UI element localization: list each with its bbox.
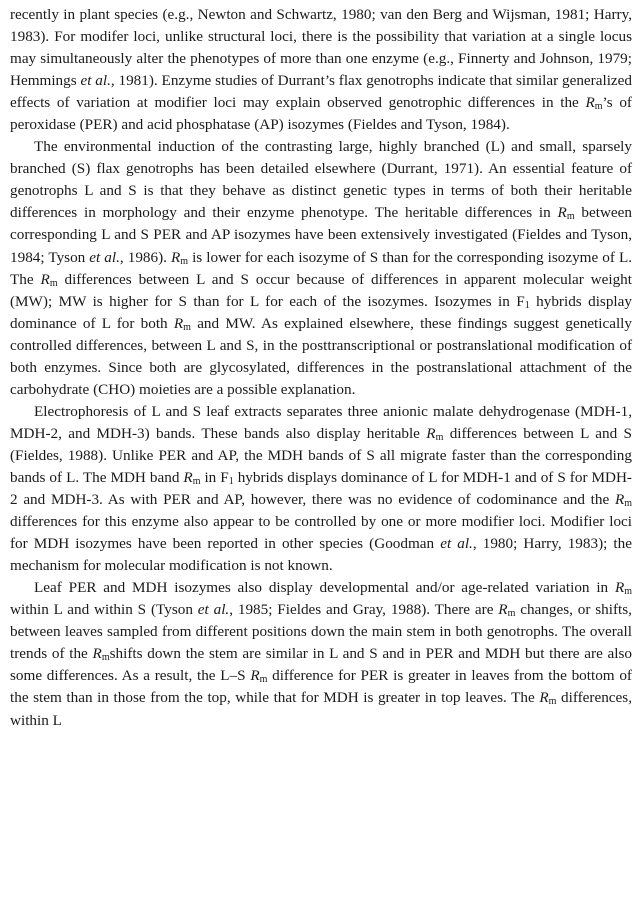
subscript-text: m	[507, 608, 516, 620]
italic-text: R	[614, 491, 625, 509]
subscript-text: m	[435, 431, 444, 443]
text-run: difference for PER is greater in leaves from the bottom of the stem than in those from the top, while that for MDH is greater in top leaves. The	[10, 667, 632, 707]
text-run: differences between L and S occur because of differences in apparent molecular weight (MW); MW is higher for S than for L for each of the isozymes. Isozymes in F	[10, 270, 632, 310]
text-run: , 1986).	[119, 248, 171, 266]
italic-text: R	[183, 468, 193, 486]
text-run: recently in plant species (e.g., Newton and Schwartz, 1980; van den Berg and Wijsman, 1981; Harry, 1983). For modifer loci, unlike structural loci, there is the possibility that variation at a single locus may simultaneously alter the phenotypes of more than one enzyme (e.g., Finnerty and Johnson, 1979; Hemmings	[10, 6, 632, 90]
subscript-text: m	[624, 498, 632, 510]
italic-text: R	[92, 645, 102, 663]
italic-text: et al.	[80, 72, 111, 90]
italic-text: R	[498, 601, 508, 619]
text-run: in F	[200, 468, 229, 486]
italic-text: R	[171, 248, 181, 266]
subscript-text: m	[192, 475, 201, 487]
text-run: between corresponding L and S PER and AP isozymes have been extensively investigated (Fieldes and Tyson, 1984; Tyson	[10, 204, 632, 266]
subscript-text: m	[548, 696, 557, 708]
paragraph	[10, 401, 632, 577]
text-run: changes, or shifts, between leaves sampled from different positions down the main stem in both genotrophs. The overall trends of the	[10, 601, 632, 663]
italic-text: R	[539, 689, 549, 707]
subscript-text: m	[49, 277, 58, 289]
text-run: and MW. As explained elsewhere, these findings suggest genetically controlled differences, between L and S, in the posttranscriptional or postranslational modification of both enzymes. Since both are glycosylated, differences in the postranslational attachment of the carbohydrate (CHO) moieties are a possible explanation.	[10, 314, 632, 398]
text-run: ’s of peroxidase (PER) and acid phosphatase (AP) isozymes (Fieldes and Tyson, 1984).	[10, 94, 632, 134]
paragraph	[10, 136, 632, 401]
text-run: shifts down the stem are similar in L and S and in PER and MDH but there are also some differences. As a result, the L–S	[10, 645, 633, 685]
text-run: hybrids displays dominance of L for MDH-1 and of S for MDH-2 and MDH-3. As with PER and AP, however, there was no evidence of codominance and the	[10, 468, 632, 509]
text-run: is lower for each isozyme of S than for the corresponding isozyme of L. The	[10, 248, 633, 288]
body-text	[10, 4, 632, 732]
italic-text: et al.	[197, 601, 230, 619]
paragraph	[10, 577, 632, 731]
text-run: , 1985; Fieldes and Gray, 1988). There are	[229, 601, 499, 619]
text-run: Leaf PER and MDH isozymes also display developmental and/or age-related variation in	[34, 579, 615, 597]
text-run: , 1981). Enzyme studies of Durrant’s flax genotrophs indicate that similar generalized effects of variation at modifier loci may explain observed genotrophic differences in the	[10, 72, 632, 112]
text-run: differences between L and S (Fieldes, 1988). Unlike PER and AP, the MDH bands of S all migrate faster than the corresponding bands of L. The MDH band	[10, 424, 632, 486]
text-run: differences for this enzyme also appear to be controlled by one or more modifier loci. Modifier loci for MDH isozymes have been reported in other species (Goodman	[10, 513, 632, 553]
subscript-text: 1	[524, 299, 530, 311]
subscript-text: m	[624, 586, 632, 598]
text-run: differences, within L	[10, 689, 632, 729]
subscript-text: 1	[228, 475, 234, 487]
italic-text: et al.	[89, 248, 120, 266]
subscript-text: m	[259, 674, 268, 686]
subscript-text: m	[594, 101, 603, 113]
text-run: The environmental induction of the contrasting large, highly branched (L) and small, sparsely branched (S) flax genotrophs has been detailed elsewhere (Durrant, 1971). An essential feature of genotrophs L and S is that they behave as distinct genetic types in terms of both their heritable differences in morphology and their enzyme phenotype. The heritable differences in	[10, 138, 632, 222]
italic-text: R	[614, 579, 625, 597]
text-run: hybrids display dominance of L for both	[10, 292, 632, 332]
text-run: Electrophoresis of L and S leaf extracts separates three anionic malate dehydrogenase (MDH-1, MDH-2, and MDH-3) bands. These bands also display heritable	[10, 402, 632, 442]
text-run: within L and within S (Tyson	[10, 601, 198, 619]
italic-text: R	[585, 94, 595, 112]
italic-text: R	[40, 270, 50, 288]
subscript-text: m	[566, 211, 575, 223]
italic-text: et al.	[440, 535, 473, 553]
subscript-text: m	[101, 652, 110, 664]
subscript-text: m	[180, 255, 189, 267]
italic-text: R	[173, 314, 184, 332]
italic-text: R	[250, 667, 260, 685]
italic-text: R	[557, 204, 567, 222]
paragraph	[10, 4, 632, 136]
italic-text: R	[426, 424, 436, 442]
subscript-text: m	[183, 321, 191, 333]
text-run: , 1980; Harry, 1983); the mechanism for molecular modification is not known.	[10, 535, 632, 575]
